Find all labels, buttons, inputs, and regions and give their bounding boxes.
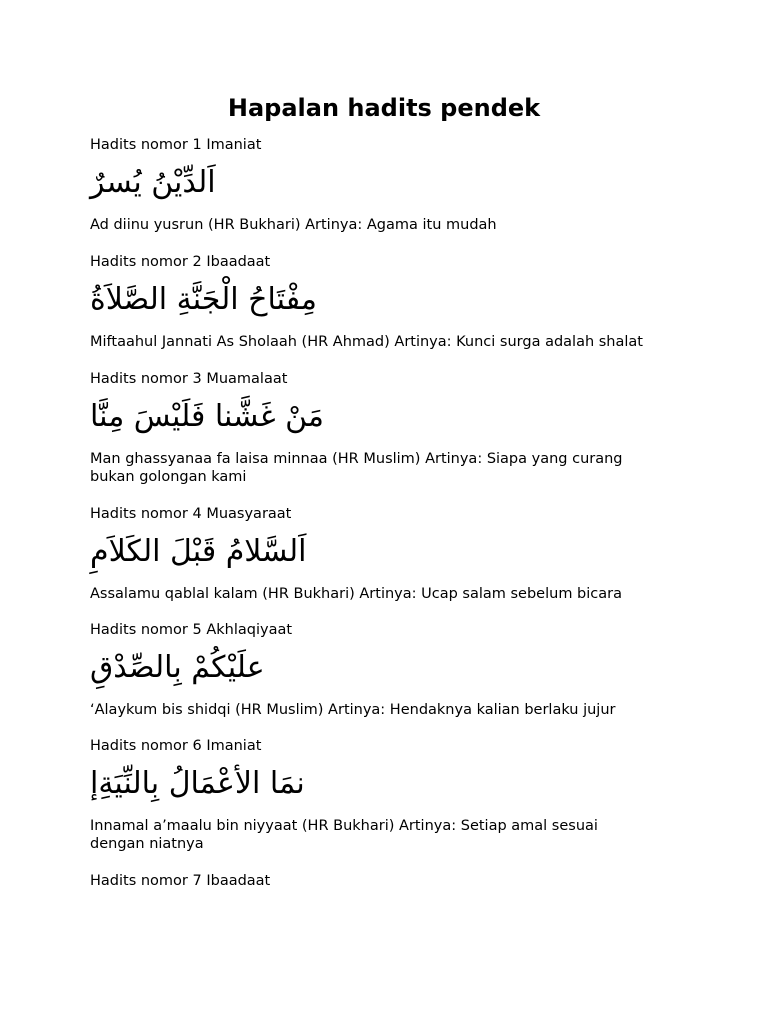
hadith-arabic-text [90,527,690,577]
hadith-5 [90,621,690,719]
hadith-arabic-text [90,158,690,208]
arabic-line: اَلدِّيْنُ يُسرٌ [90,165,216,200]
arabic-line: مَنْ غَشَّنا فَلَيْسَ مِنَّا [90,399,324,434]
arabic-line: نمَا الأعْمَالُ بِالنِّيَةِإ [90,766,305,801]
hadith-heading: Hadits nomor 6 Imaniat [90,738,262,754]
document-title: Hapalan hadits pendek [227,94,541,122]
hadith-arabic-text [90,275,690,325]
hadith-6 [90,737,690,853]
hadith-3 [90,370,690,486]
hadith-arabic-text [90,759,690,809]
arabic-line: اَلسَّلامُ قَبْلَ الكَلاَمِ [90,534,307,569]
hadith-heading: Hadits nomor 1 Imaniat [90,137,262,153]
hadith-heading: Hadits nomor 3 Muamalaat [90,371,288,387]
hadith-heading: Hadits nomor 5 Akhlaqiyaat [90,622,293,638]
arabic-line: علَيْكُمْ بِالصِّدْقِ [90,650,265,685]
hadith-heading: Hadits nomor 4 Muasyaraat [90,506,292,522]
hadith-4 [90,505,690,603]
hadith-translation: ‘Alaykum bis shidqi (HR Muslim) Artinya: Hendaknya kalian berlaku jujur [90,702,616,718]
hadith-arabic-text [90,392,690,442]
arabic-line: مِفْتَاحُ الْجَنَّةِ الصَّلاَةُ [90,282,317,317]
hadith-7 [90,872,690,890]
hadith-translation: Man ghassyanaa fa laisa minnaa (HR Muslim) Artinya: Siapa yang curang bukan golongan kami [90,451,623,485]
hadith-arabic-text [90,643,690,693]
hadith-translation: Innamal a’maalu bin niyyaat (HR Bukhari) Artinya: Setiap amal sesuai dengan niatnya [90,818,598,852]
hadith-translation: Ad diinu yusrun (HR Bukhari) Artinya: Agama itu mudah [90,217,497,233]
hadith-translation: Miftaahul Jannati As Sholaah (HR Ahmad) Artinya: Kunci surga adalah shalat [90,334,643,350]
hadith-heading: Hadits nomor 2 Ibaadaat [90,254,271,270]
hadith-1 [90,136,690,234]
hadith-translation: Assalamu qablal kalam (HR Bukhari) Artinya: Ucap salam sebelum bicara [90,586,622,602]
hadith-2 [90,253,690,351]
hadith-heading: Hadits nomor 7 Ibaadaat [90,873,271,889]
